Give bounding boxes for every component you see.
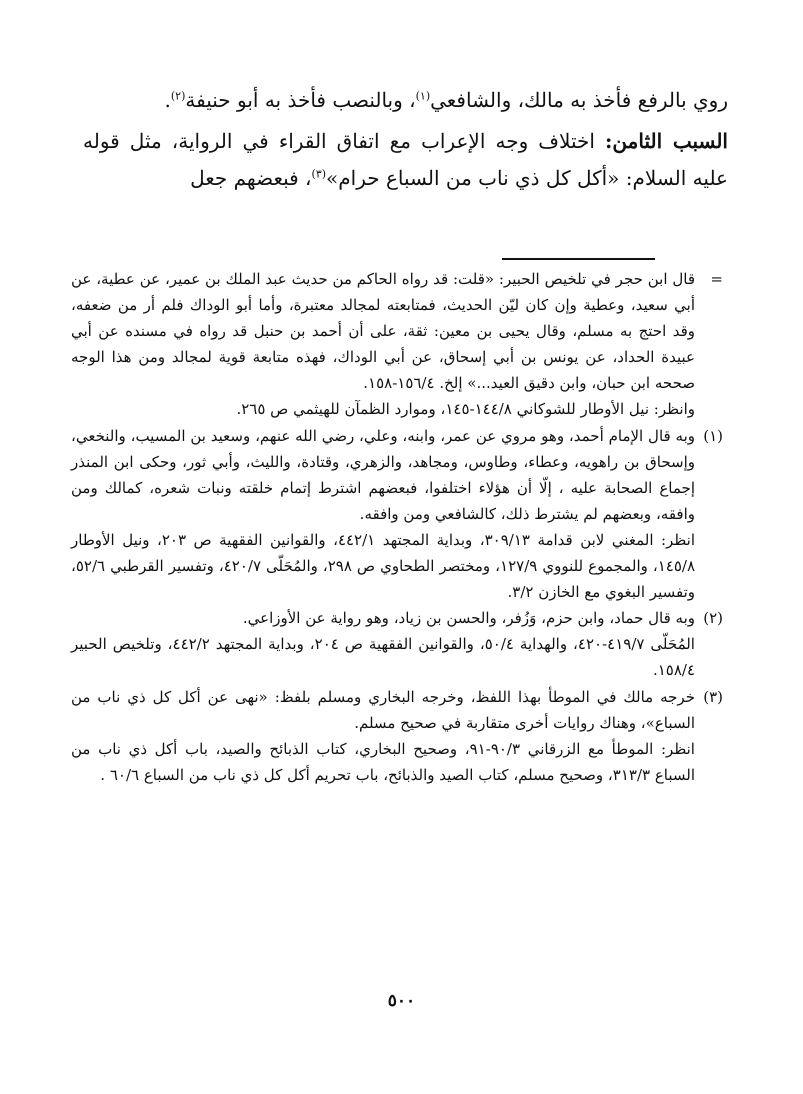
main-line-1-text: روي بالرفع فأخذ به مالك، والشافعي (430, 88, 728, 112)
section-text-b: ، فبعضهم جعل (190, 166, 312, 190)
main-line-1-mid: ، وبالنصب فأخذ به أبو حنيفة (185, 88, 416, 112)
main-line-1 (83, 82, 728, 119)
footnotes (71, 266, 723, 788)
footnote-2-mark: (٢) (703, 609, 723, 628)
footnote-3 (71, 684, 723, 788)
continuation-paragraph-1: قال ابن حجر في تلخيص الحبير: «قلت: قد رواه الحاكم من حديث عبد الملك بن عمير، عن عطية، عن أبي سعيد، وعطية وإن كان ليّن الحديث، فمتابعته لمجالد معتبرة، وأما أبو الوداك فلم أر من ضعفه، وقد احتج به مسلم، وقال يحيى بن معين: ثقة، على أن أحمد بن حنبل قد رواه في مسنده عن أبي عبيدة الحداد، عن يونس بن أبي إسحاق، عن أبي الوداك، فهذه متابعة قوية لمجالد ومن هذا الوجه صححه ابن حبان، وابن دقيق العيد...» إلخ. ١٥٦/٤-١٥٨. (71, 270, 695, 393)
main-line-1-end: . (164, 88, 171, 112)
section-heading: السبب الثامن: (605, 129, 728, 153)
footnote-1-paragraph-2: انظر: المغني لابن قدامة ٣٠٩/١٣، وبداية المجتهد ٤٤٢/١، والقوانين الفقهية ص ٢٠٣، ونيل الأوطار ١٤٥/٨، والمجموع للنووي ١٢٧/٩، ومختصر الطحاوي ص ٢٩٨، والمُحَلّى ٤٢٠/٧، وتفسير القرطبي ٥٢/٦، وتفسير البغوي مع الخازن ٣/٢. (71, 530, 696, 602)
continuation-paragraph-2: وانظر: نيل الأوطار للشوكاني ١٤٤/٨-١٤٥، وموارد الظمآن للهيثمي ص ٢٦٥. (236, 400, 695, 419)
section-text-a: اختلاف وجه الإعراب مع اتفاق القراء في الرواية، مثل قوله عليه السلام: «أكل كل ذي ناب من السباع حرام» (83, 129, 728, 190)
footnote-3-paragraph-2: انظر: الموطأ مع الزرقاني ٩٠/٣-٩١، وصحيح البخاري، كتاب الذبائح والصيد، باب أكل ذي ناب من السباع ٣١٣/٣، وصحيح مسلم، كتاب الصيد والذبائح، باب تحريم أكل كل ذي ناب من السباع ٦٠/٦ . (71, 739, 695, 784)
footnote-2-paragraph-2: المُحَلّى ٤١٩/٧-٤٢٠، والهداية ٥٠/٤، والقوانين الفقهية ص ٢٠٤، وبداية المجتهد ٤٤٢/٢، وتلخيص الحبير ١٥٨/٤. (71, 635, 695, 680)
footnote-2 (71, 605, 723, 683)
footnote-separator (502, 258, 655, 260)
footnote-ref-1[interactable]: (١) (415, 89, 431, 103)
footnote-2-paragraph-1: وبه قال حماد، وابن حزم، وَزُفر، والحسن بن زياد، وهو رواية عن الأوزاعي. (242, 609, 695, 628)
main-text (83, 82, 728, 197)
footnote-ref-2[interactable]: (٢) (170, 89, 186, 103)
footnote-continuation (71, 266, 723, 423)
page-number: ٥٠٠ (387, 991, 416, 1011)
section-paragraph (83, 123, 728, 197)
footnote-1-mark: (١) (703, 426, 723, 445)
footnote-1-paragraph-1: وبه قال الإمام أحمد، وهو مروي عن عمر، وابنه، وعلي، رضي الله عنهم، وسعيد بن المسيب، والنخعي، وإسحاق بن راهويه، وعطاء، وطاوس، ومجاهد، والزهري، وقتادة، والليث، وأبي ثور، وحكى ابن المنذر إجماع الصحابة عليه ، إلّا أن هؤلاء اختلفوا، فبعضهم اشترط إتمام خلقته ونبات شعره، كمالك ومن وافقه، وبعضهم لم يشترط ذلك، كالشافعي ومن وافقه. (71, 426, 695, 523)
continuation-mark: = (710, 270, 723, 288)
footnote-3-paragraph-1: خرجه مالك في الموطأ بهذا اللفظ، وخرجه البخاري ومسلم بلفظ: «نهى عن أكل كل ذي ناب من السباع»، وهناك روايات أخرى متقاربة في صحيح مسلم. (71, 687, 695, 732)
footnote-3-mark: (٣) (703, 687, 723, 706)
footnote-ref-3[interactable]: (٣) (311, 167, 327, 181)
footnote-1 (71, 423, 723, 606)
